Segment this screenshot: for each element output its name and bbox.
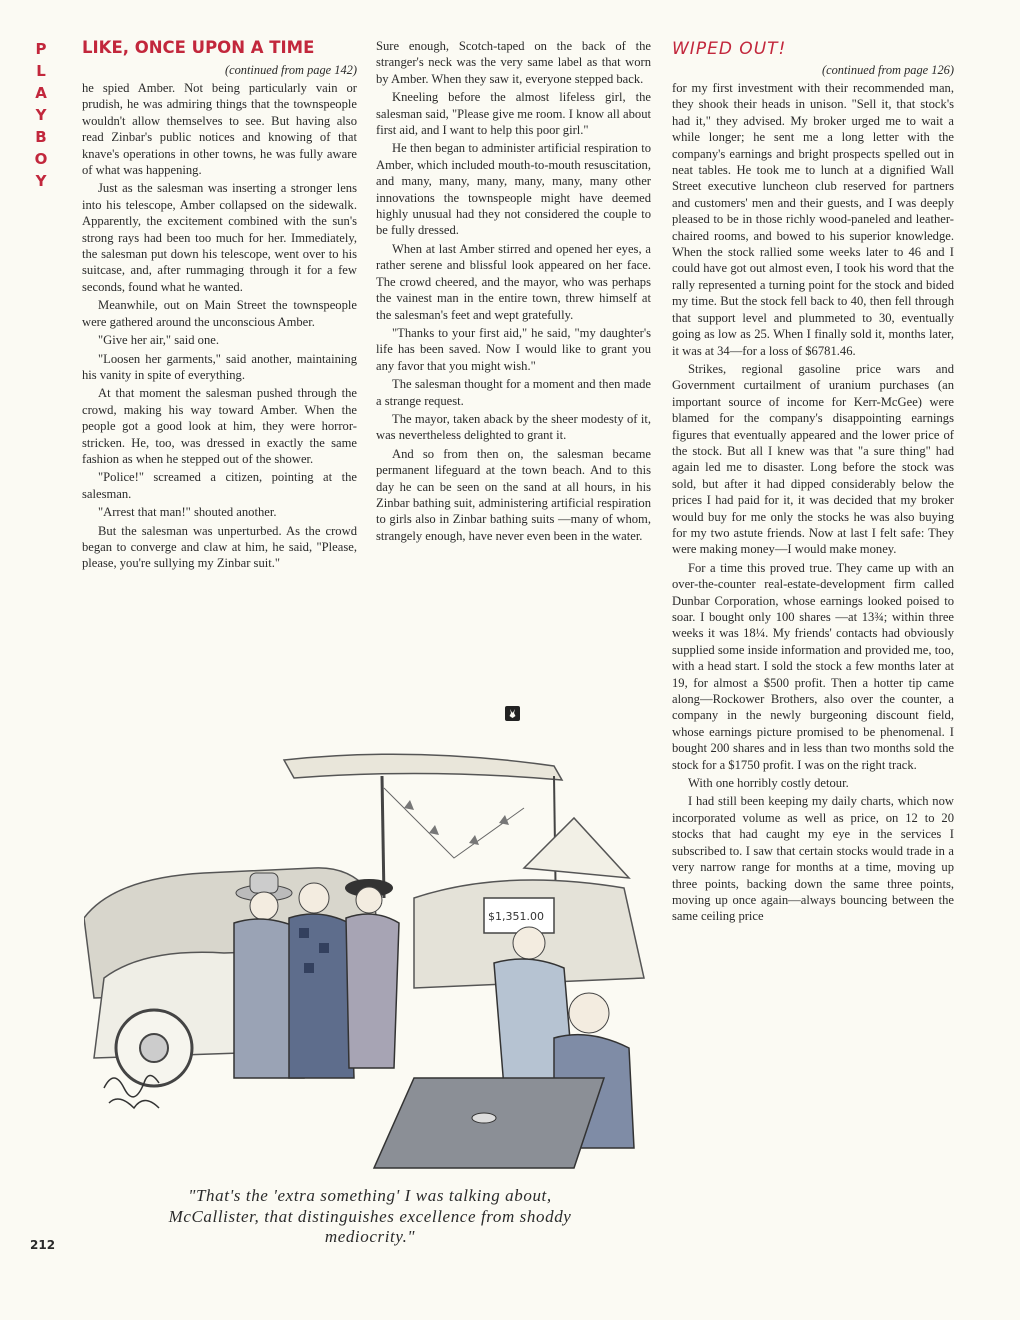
paragraph: For a time this proved true. They came up with an over-the-counter real-estate-development firm called Dunbar Corporation, whose earnings looked poised to soar. I bought only 100 shares —at 13¾; within three weeks it was 18¼. My friends' contacts had obviously supplied some inside information and provided me, too, with a head start. I sold the stock a few months later at 19, for almost a $500 profit. Then a hotter tip came along—Rockower Brothers, also over the counter, a company in the newly burgeoning discount field, whose earnings picture promised to be phenomenal. I bought 200 shares and in less than two months sold the stock for a $1750 profit. I was on the right track. [672, 560, 954, 772]
paragraph: But the salesman was unperturbed. As the crowd began to converge and claw at him, he said, "Please, please, you're sullying my Zinbar suit." [82, 523, 357, 571]
paragraph: The salesman thought for a moment and then made a strange request. [376, 377, 651, 408]
cartoon-illustration [84, 748, 654, 1178]
cartoon-drawing [84, 748, 654, 1178]
paragraph: He then began to administer artificial respiration to Amber, which included mouth-to-mouth resuscitation, and many, many, many, many, many, many other innovations the townspeople might have deemed highly unusual had they not considered the couple to be fully dressed. [376, 141, 651, 238]
article2-continued-note: (continued from page 126) [821, 63, 954, 77]
paragraph: Meanwhile, out on Main Street the townspeople were gathered around the unconscious Amber. [82, 298, 357, 329]
paragraph: Sure enough, Scotch-taped on the back of the stranger's neck was the very same label as that worn by Amber. When they saw it, everyone stepped back. [376, 39, 651, 86]
masthead-letter: B [35, 128, 47, 146]
paragraph: Strikes, regional gasoline price wars and Government curtailment of uranium purchases (an important source of income for Kerr-McGee) were blamed for the company's disappointing earnings figures that eventually appeared and the lower price of the stock. But all I knew was that "a sure thing" had again led me to disaster. Long before the stock was sold, but after it had dipped considerably below the prices I had paid for it, it was decided that my broker would buy for me only the stocks he was also buying for my two astute friends. Now at last I felt safe: They were making money—I would make money. [672, 361, 954, 557]
masthead-letter: Y [35, 106, 47, 124]
article2-title: WIPED OUT! [672, 39, 787, 59]
paragraph: When at last Amber stirred and opened her eyes, a rather serene and blissful look appeared on her face. The crowd cheered, and the mayor, who was perhaps the vainest man in the entire town, threw himself at the salesman's feet and wept gratefully. [376, 241, 651, 322]
paragraph: Kneeling before the almost lifeless girl, the salesman said, "Please give me room. I know all about first aid, and I want to help this poor girl." [376, 90, 651, 138]
article1-column-2 [376, 38, 651, 546]
masthead-playboy [30, 38, 52, 192]
paragraph: I had still been keeping my daily charts, which now incorporated volume as well as price, on 12 to 20 stocks that had caught my eye in the services I subscribed to. I saw that certain stocks would trade in a very narrow range for months at a time, moving up three points, backing down the same three points, moving up once again—always bouncing between the same ceiling price [672, 794, 954, 924]
article1-title: LIKE, ONCE UPON A TIME [82, 38, 315, 57]
paragraph: he spied Amber. Not being particularly vain or prudish, he was admiring things that the townspeople wouldn't allow themselves to see. But having also read Zinbar's public notices and knowing of that knave's operations in other towns, he was fully aware of what was happening. [82, 81, 357, 178]
cartoon-caption: "That's the 'extra something' I was talking about, McCallister, that distinguishes excellence from shoddy mediocrity." [168, 1186, 572, 1246]
masthead-letter: Y [35, 172, 47, 190]
masthead-letter: L [36, 62, 46, 80]
article1-column-1 [82, 38, 357, 574]
paragraph: Just as the salesman was inserting a stronger lens into his telescope, Amber collapsed on the sidewalk. Apparently, the excitement combined with the sun's strong rays had been too much for her. Immediately, the salesman put down his telescope, went over to his suitcase, and, after rummaging through it for a few seconds, found what he wanted. [82, 181, 357, 294]
paragraph: "Police!" screamed a citizen, pointing at the salesman. [82, 470, 357, 501]
masthead-letter: A [35, 84, 47, 102]
car-price-sign: $1,351.00 [488, 910, 544, 923]
paragraph: "Give her air," said one. [98, 333, 219, 348]
paragraph: With one horribly costly detour. [688, 776, 849, 791]
article2-column [672, 38, 954, 927]
masthead-letter: O [34, 150, 48, 168]
paragraph: for my first investment with their recommended man, they shook their heads in unison. "Sell it, that stock's had it," they advised. My broker urged me to wait a while longer; he sent me a long letter with the company's earnings and bright prospects spelled out in neat tables. He took me to lunch at a dignified Wall Street executive luncheon club reserved for partners and customers' men and their guests, and I was deeply pleased to be in those richly wood-paneled and leather-chaired rooms, and bowed to his superior knowledge. When the stock rallied some weeks later to 46 and I could have got out almost even, I took his word that the rally represented a turning point for the stock and bided my time. But the stock fell back to 40, then fell through that support level and plummeted to 30, eventually going as low as 25. When I finally sold it, months later, it was at 34—for a loss of $6781.46. [672, 81, 954, 358]
end-mark-bunny-icon [505, 706, 520, 721]
paragraph: The mayor, taken aback by the sheer modesty of it, was nevertheless delighted to grant it. [376, 411, 651, 443]
paragraph: "Arrest that man!" shouted another. [98, 505, 277, 520]
page-number: 212 [30, 1238, 56, 1252]
paragraph: "Loosen her garments," said another, maintaining his vanity in spite of everything. [82, 351, 357, 382]
paragraph: And so from then on, the salesman became permanent lifeguard at the town beach. And to this day he can be seen on the sand at all hours, in his Zinbar bathing suit, administering artificial respiration to girls also in Zinbar bathing suits —many of whom, strangely enough, have never even been in the water. [376, 446, 651, 543]
paragraph: At that moment the salesman pushed through the crowd, making his way toward Amber. When the people got a good look at him, they were horror-stricken. He, too, was dressed in exactly the same fashion as when he stepped out of the shower. [82, 386, 357, 466]
masthead-letter: P [35, 40, 47, 58]
paragraph: "Thanks to your first aid," he said, "my daughter's life has been saved. Now I would like to grant you any favor that you might wish." [376, 325, 651, 373]
article1-continued-note: (continued from page 142) [224, 63, 357, 77]
